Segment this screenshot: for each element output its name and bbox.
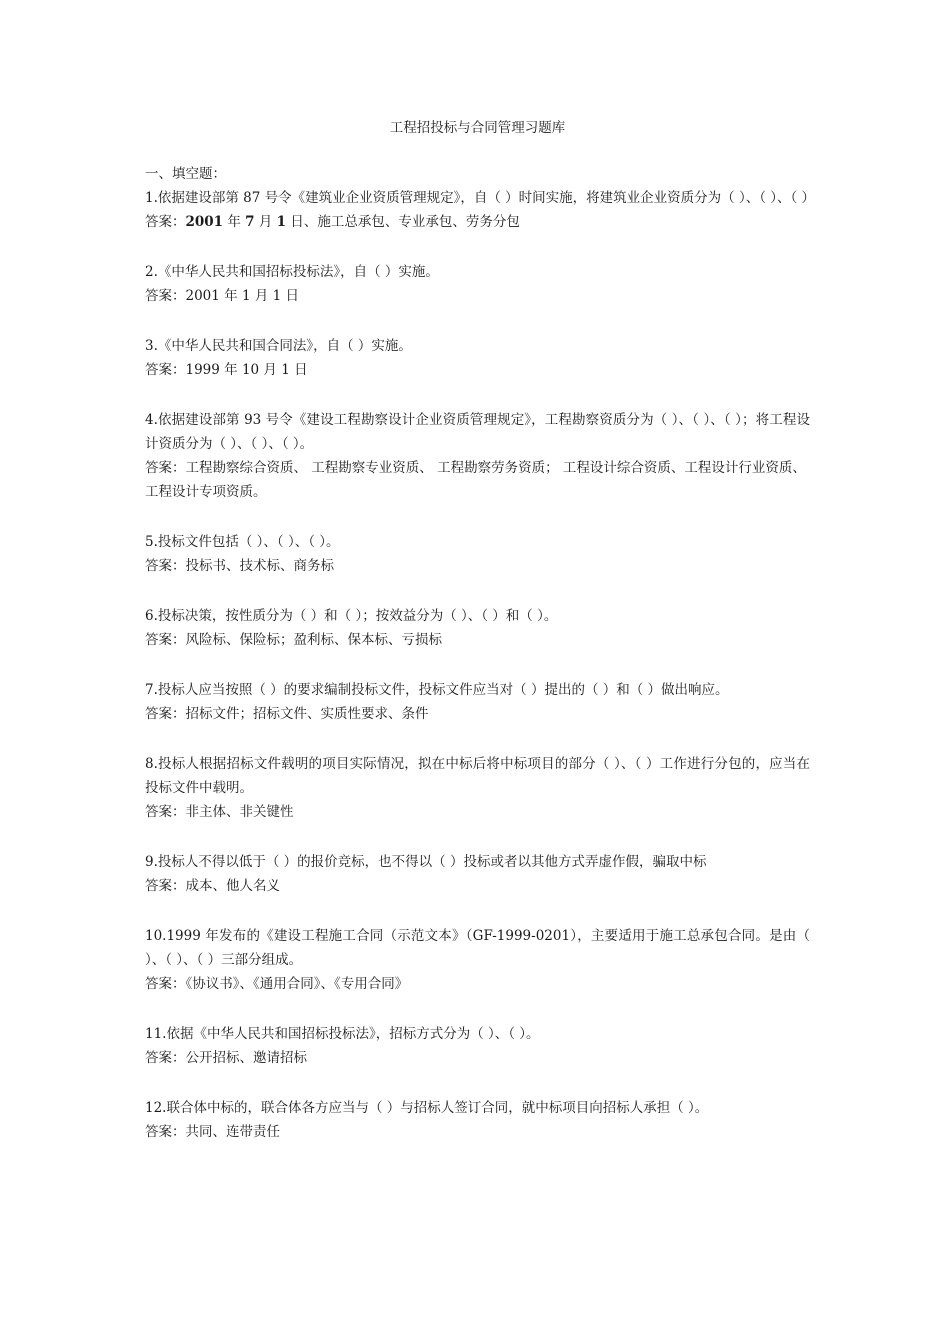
answer-rest: 日、施工总承包、专业承包、劳务分包 xyxy=(286,214,520,230)
question-block-7 xyxy=(145,678,810,726)
question-text: 6.投标决策，按性质分为（ ）和（ ）；按效益分为（ ）、（ ）和（ ）。 xyxy=(145,608,558,624)
answer-text: 答案：非主体、非关键性 xyxy=(145,804,294,820)
question-text: 2.《中华人民共和国招标投标法》，自（ ）实施。 xyxy=(145,264,439,280)
question-text: 7.投标人应当按照（ ）的要求编制投标文件，投标文件应当对（ ）提出的（ ）和（ ）做出响应。 xyxy=(145,682,729,698)
question-block-12 xyxy=(145,1096,810,1144)
question-block-4 xyxy=(145,408,810,504)
answer-text xyxy=(145,210,810,234)
answer-prefix: 答案： xyxy=(145,214,186,230)
answer-text: 答案：共同、连带责任 xyxy=(145,1124,280,1140)
document-page xyxy=(145,118,816,1170)
section-heading: 一、填空题： xyxy=(145,166,226,182)
answer-day: 1 xyxy=(276,214,287,230)
answer-text: 答案：公开招标、邀请招标 xyxy=(145,1050,307,1066)
question-text: 5.投标文件包括（ ）、（ ）、（ ）。 xyxy=(145,534,340,550)
answer-year-unit: 年 xyxy=(223,214,246,230)
answer-year: 2001 xyxy=(185,214,224,230)
question-text: 11.依据《中华人民共和国招标投标法》，招标方式分为（ ）、（ ）。 xyxy=(145,1026,540,1042)
question-block-11 xyxy=(145,1022,810,1070)
question-text: 10.1999 年发布的《建设工程施工合同（示范文本》（GF-1999-0201），主要适用于施工总承包合同。是由（ ）、（ ）、（ ）三部分组成。 xyxy=(145,928,810,968)
answer-month-unit: 月 xyxy=(254,214,277,230)
answer-text: 答案：投标书、技术标、商务标 xyxy=(145,558,334,574)
question-block-9 xyxy=(145,850,810,898)
answer-text: 答案：《协议书》、《通用合同》、《专用合同》 xyxy=(145,976,409,992)
question-text: 1.依据建设部第 87 号令《建筑业企业资质管理规定》，自（ ）时间实施，将建筑业企业资质分为（ ）、（ ）、（ ） xyxy=(145,190,816,206)
question-text: 3.《中华人民共和国合同法》，自（ ）实施。 xyxy=(145,338,412,354)
answer-text: 答案：成本、他人名义 xyxy=(145,878,280,894)
answer-month: 7 xyxy=(245,214,255,230)
document-title: 工程招投标与合同管理习题库 xyxy=(389,120,566,136)
question-block-8 xyxy=(145,752,810,824)
question-text: 4.依据建设部第 93 号令《建设工程勘察设计企业资质管理规定》，工程勘察资质分为（ ）、（ ）、（ ）；将工程设计资质分为（ ）、（ ）、（ ）。 xyxy=(145,412,810,452)
answer-text: 答案：工程勘察综合资质、 工程勘察专业资质、 工程勘察劳务资质； 工程设计综合资质、工程设计行业资质、 工程设计专项资质。 xyxy=(145,460,806,500)
question-text: 8.投标人根据招标文件载明的项目实际情况，拟在中标后将中标项目的部分（ ）、（ ）工作进行分包的，应当在投标文件中载明。 xyxy=(145,756,810,796)
answer-text: 答案：招标文件；招标文件、实质性要求、条件 xyxy=(145,706,429,722)
answer-text: 答案：风险标、保险标；盈利标、保本标、亏损标 xyxy=(145,632,442,648)
question-block-6 xyxy=(145,604,810,652)
answer-text: 答案：1999 年 10 月 1 日 xyxy=(145,362,308,378)
question-block-2 xyxy=(145,260,810,308)
question-block-5 xyxy=(145,530,810,578)
question-text: 9.投标人不得以低于（ ）的报价竞标，也不得以（ ）投标或者以其他方式弄虚作假，骗取中标 xyxy=(145,854,707,870)
question-block-3 xyxy=(145,334,810,382)
question-block-1 xyxy=(145,186,816,234)
question-text: 12.联合体中标的，联合体各方应当与（ ）与招标人签订合同，就中标项目向招标人承担（ ）。 xyxy=(145,1100,709,1116)
question-block-10 xyxy=(145,924,810,996)
answer-text: 答案：2001 年 1 月 1 日 xyxy=(145,288,299,304)
